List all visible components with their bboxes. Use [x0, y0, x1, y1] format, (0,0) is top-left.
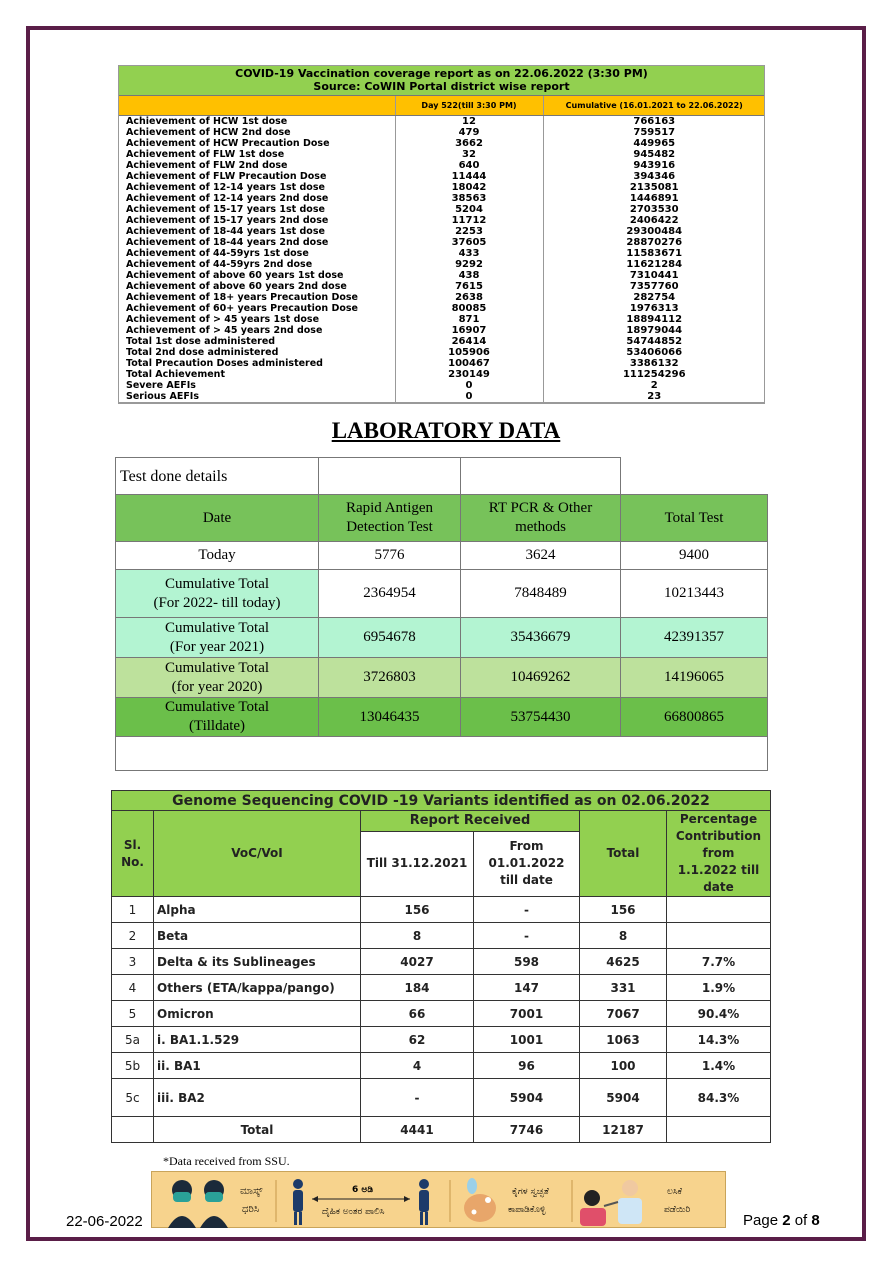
vaccination-table: [118, 65, 765, 403]
genome-from: 7001: [474, 1001, 580, 1027]
vaccination-day: 230149: [395, 369, 543, 380]
banner-vaccine-line1: ಲಸಿಕೆ: [667, 1187, 683, 1197]
vaccination-row: [118, 358, 765, 369]
lab-cell: 3624: [461, 542, 621, 570]
vaccination-day: 11444: [395, 171, 543, 182]
genome-voc: ii. BA1: [154, 1053, 361, 1079]
genome-voc: Alpha: [154, 897, 361, 923]
vaccination-row: [118, 237, 765, 248]
vaccination-label: Achievement of > 45 years 1st dose: [126, 314, 320, 325]
lab-head-date: Date: [116, 495, 319, 542]
vaccination-row: [118, 226, 765, 237]
lab-head-rapid: Rapid Antigen Detection Test: [319, 495, 461, 542]
genome-pct: 1.4%: [667, 1053, 771, 1079]
vaccination-row: [118, 270, 765, 281]
genome-from: -: [474, 897, 580, 923]
vaccination-label: Achievement of 15-17 years 2nd dose: [126, 215, 329, 226]
genome-sl: 5: [112, 1001, 154, 1027]
genome-from: 5904: [474, 1079, 580, 1117]
genome-pct: 84.3%: [667, 1079, 771, 1117]
vaccination-cumulative: 3386132: [543, 358, 765, 369]
genome-from: 598: [474, 949, 580, 975]
vaccination-label: Achievement of 12-14 years 2nd dose: [126, 193, 329, 204]
genome-from: 147: [474, 975, 580, 1001]
lab-cell: 14196065: [621, 658, 768, 698]
hand-wash-icon: [464, 1178, 496, 1222]
vaccination-cumulative: 11583671: [543, 248, 765, 259]
genome-sl: 5b: [112, 1053, 154, 1079]
lab-cell: 7848489: [461, 570, 621, 618]
lab-cell: 10469262: [461, 658, 621, 698]
vaccination-day: 100467: [395, 358, 543, 369]
vaccination-cumulative: 7310441: [543, 270, 765, 281]
genome-till: 62: [361, 1027, 474, 1053]
vaccination-day: 2253: [395, 226, 543, 237]
vaccination-label: Achievement of 44-59yrs 2nd dose: [126, 259, 313, 270]
genome-sl: 1: [112, 897, 154, 923]
vaccination-cumulative: 29300484: [543, 226, 765, 237]
vaccination-cumulative: 1446891: [543, 193, 765, 204]
lab-cell: 42391357: [621, 618, 768, 658]
vaccination-label: Achievement of 18-44 years 1st dose: [126, 226, 325, 237]
genome-total: 5904: [580, 1079, 667, 1117]
vaccination-label: Achievement of FLW 2nd dose: [126, 160, 288, 171]
genome-voc: Others (ETA/kappa/pango): [154, 975, 361, 1001]
vaccination-cumulative: 11621284: [543, 259, 765, 270]
vaccination-day: 7615: [395, 281, 543, 292]
vaccination-cumulative: 945482: [543, 149, 765, 160]
vaccination-row: [118, 325, 765, 336]
vaccination-cumulative: 766163: [543, 116, 765, 128]
vaccination-row: [118, 248, 765, 259]
lab-cell: Today: [116, 542, 319, 570]
genome-till: -: [361, 1079, 474, 1117]
lab-blank-row: [116, 737, 768, 771]
genome-voc: Omicron: [154, 1001, 361, 1027]
lab-head-rtpcr: RT PCR & Other methods: [461, 495, 621, 542]
vaccination-cumulative: 2135081: [543, 182, 765, 193]
genome-row: [112, 975, 771, 1001]
lab-heading: LABORATORY DATA: [331, 418, 561, 443]
vaccination-row: [118, 182, 765, 193]
vaccination-header-day: Day 522(till 3:30 PM): [395, 96, 543, 116]
vaccination-day: 0: [395, 380, 543, 391]
lab-blank-cell: [461, 458, 621, 495]
lab-cell: Cumulative Total (For 2022- till today): [116, 570, 319, 618]
genome-head-from: From 01.01.2022 till date: [474, 831, 580, 896]
vaccination-cumulative: 53406066: [543, 347, 765, 358]
vaccination-day: 26414: [395, 336, 543, 347]
genome-total-label: Total: [154, 1117, 361, 1143]
genome-row: [112, 1079, 771, 1117]
vaccination-label: Total 1st dose administered: [126, 336, 276, 347]
genome-pct: 90.4%: [667, 1001, 771, 1027]
vaccination-day: 80085: [395, 303, 543, 314]
vaccination-cumulative: 2406422: [543, 215, 765, 226]
genome-title: Genome Sequencing COVID -19 Variants identified as on 02.06.2022: [112, 791, 771, 811]
lab-row-cumall: [116, 698, 768, 737]
lab-cell: 5776: [319, 542, 461, 570]
genome-sl: 3: [112, 949, 154, 975]
vaccination-day: 2638: [395, 292, 543, 303]
vaccination-label: Achievement of 18-44 years 2nd dose: [126, 237, 329, 248]
genome-sl: 4: [112, 975, 154, 1001]
vaccination-label: Serious AEFIs: [118, 391, 395, 403]
genome-total-from: 7746: [474, 1117, 580, 1143]
vaccination-label: Total Achievement: [126, 369, 225, 380]
vaccination-day: 18042: [395, 182, 543, 193]
vaccination-row: [118, 380, 765, 391]
vaccination-label: Achievement of 15-17 years 1st dose: [126, 204, 325, 215]
lab-head-total: Total Test: [621, 495, 768, 542]
mask-people-icon: [168, 1180, 228, 1228]
vaccination-header-cumulative: Cumulative (16.01.2021 to 22.06.2022): [543, 96, 765, 116]
genome-from: 96: [474, 1053, 580, 1079]
vaccination-row: [118, 204, 765, 215]
genome-head-sl: Sl. No.: [112, 811, 154, 897]
vaccination-row: [118, 149, 765, 160]
lab-cell: 3726803: [319, 658, 461, 698]
genome-voc: Delta & its Sublineages: [154, 949, 361, 975]
vaccination-cumulative: 18979044: [543, 325, 765, 336]
genome-pct: 14.3%: [667, 1027, 771, 1053]
genome-from: -: [474, 923, 580, 949]
vaccination-label: Achievement of HCW 2nd dose: [126, 127, 291, 138]
genome-row: [112, 897, 771, 923]
vaccination-label: Achievement of 12-14 years 1st dose: [126, 182, 325, 193]
vaccination-row: [118, 215, 765, 226]
vaccination-day: 5204: [395, 204, 543, 215]
vaccination-day: 0: [395, 391, 543, 403]
vaccination-row: [118, 160, 765, 171]
vaccination-cumulative: 111254296: [543, 369, 765, 380]
genome-cell: [112, 1117, 154, 1143]
vaccination-cumulative: 1976313: [543, 303, 765, 314]
vaccination-row: [118, 292, 765, 303]
banner-distance-bottom: ದೈಹಿಕ ಅಂತರ ಪಾಲಿಸಿ: [322, 1207, 385, 1217]
vaccination-cumulative: 23: [543, 391, 765, 403]
genome-voc: iii. BA2: [154, 1079, 361, 1117]
genome-till: 66: [361, 1001, 474, 1027]
genome-pct: [667, 897, 771, 923]
vaccination-label: Achievement of above 60 years 2nd dose: [126, 281, 347, 292]
vaccination-label: Total 2nd dose administered: [126, 347, 279, 358]
vaccination-day: 3662: [395, 138, 543, 149]
genome-total: 156: [580, 897, 667, 923]
vaccination-row: [118, 347, 765, 358]
banner-graphic: [152, 1172, 727, 1229]
genome-sl: 5c: [112, 1079, 154, 1117]
vaccination-cumulative: 759517: [543, 127, 765, 138]
vaccination-day: 16907: [395, 325, 543, 336]
vaccination-day: 12: [395, 116, 543, 128]
vaccination-label: Achievement of HCW 1st dose: [126, 116, 288, 127]
lab-cell: Cumulative Total (for year 2020): [116, 658, 319, 698]
genome-total: 331: [580, 975, 667, 1001]
genome-till: 156: [361, 897, 474, 923]
vaccination-cumulative: 2703530: [543, 204, 765, 215]
lab-cell: Cumulative Total (Tilldate): [116, 698, 319, 737]
vaccination-row: [118, 259, 765, 270]
vaccination-cumulative: 7357760: [543, 281, 765, 292]
genome-row: [112, 1001, 771, 1027]
genome-row: [112, 1027, 771, 1053]
genome-till: 8: [361, 923, 474, 949]
genome-voc: Beta: [154, 923, 361, 949]
genome-total-row: [112, 1117, 771, 1143]
lab-row-cum2022: [116, 570, 768, 618]
vaccination-day: 433: [395, 248, 543, 259]
vaccination-rows: [118, 116, 765, 403]
lab-cell: 35436679: [461, 618, 621, 658]
genome-total: 7067: [580, 1001, 667, 1027]
genome-total: 4625: [580, 949, 667, 975]
genome-pct: [667, 923, 771, 949]
vaccination-day: 479: [395, 127, 543, 138]
genome-pct: 7.7%: [667, 949, 771, 975]
banner-hands-line2: ಕಾಪಾಡಿಕೊಳ್ಳಿ: [508, 1205, 546, 1215]
vaccination-day: 640: [395, 160, 543, 171]
vaccination-icon: [580, 1180, 642, 1226]
genome-rows: [112, 897, 771, 1117]
genome-till: 184: [361, 975, 474, 1001]
lab-row-today: [116, 542, 768, 570]
lab-row-cum2021: [116, 618, 768, 658]
vaccination-label: Achievement of FLW 1st dose: [126, 149, 285, 160]
vaccination-cumulative: 943916: [543, 160, 765, 171]
genome-total-all: 12187: [580, 1117, 667, 1143]
lab-cell: 66800865: [621, 698, 768, 737]
banner-mask-line1: ಮಾಸ್ಕ್: [240, 1186, 263, 1197]
banner-vaccine-line2: ಪಡೆಯಿರಿ: [664, 1205, 691, 1215]
footnote: *Data received from SSU.: [163, 1154, 290, 1168]
genome-sl: 2: [112, 923, 154, 949]
vaccination-day: 871: [395, 314, 543, 325]
vaccination-label: Severe AEFIs: [126, 380, 196, 391]
vaccination-label: Achievement of 44-59yrs 1st dose: [126, 248, 309, 259]
vaccination-row: [118, 193, 765, 204]
vaccination-row: [118, 116, 765, 128]
vaccination-row: [118, 171, 765, 182]
genome-sl: 5a: [112, 1027, 154, 1053]
lab-table: [115, 457, 768, 771]
vaccination-row: [118, 314, 765, 325]
genome-cell: [667, 1117, 771, 1143]
lab-cell: 9400: [621, 542, 768, 570]
vaccination-cumulative: 2: [543, 380, 765, 391]
vaccination-row: [118, 138, 765, 149]
vaccination-label: Achievement of > 45 years 2nd dose: [126, 325, 323, 336]
genome-row: [112, 949, 771, 975]
genome-pct: 1.9%: [667, 975, 771, 1001]
genome-total: 100: [580, 1053, 667, 1079]
vaccination-label: Achievement of 18+ years Precaution Dose: [126, 292, 358, 303]
lab-row-cum2020: [116, 658, 768, 698]
vaccination-row: [118, 127, 765, 138]
page-number: Page 2 of 8: [743, 1212, 820, 1229]
vaccination-label: Achievement of above 60 years 1st dose: [126, 270, 344, 281]
vaccination-cumulative: 28870276: [543, 237, 765, 248]
vaccination-row: [118, 281, 765, 292]
lab-cell: 2364954: [319, 570, 461, 618]
genome-head-percentage: Percentage Contribution from 1.1.2022 till date: [667, 811, 771, 897]
banner-hands-line1: ಕೈಗಳ ಸ್ವಚ್ಛತೆ: [512, 1187, 549, 1197]
vaccination-day: 11712: [395, 215, 543, 226]
vaccination-day: 38563: [395, 193, 543, 204]
vaccination-row: [118, 336, 765, 347]
vaccination-row: [118, 391, 765, 403]
genome-from: 1001: [474, 1027, 580, 1053]
lab-cell: 13046435: [319, 698, 461, 737]
banner-mask-line2: ಧರಿಸಿ: [242, 1204, 260, 1215]
vaccination-day: 32: [395, 149, 543, 160]
genome-head-report: Report Received: [361, 811, 580, 832]
genome-total: 8: [580, 923, 667, 949]
vaccination-header-blank: [118, 96, 395, 116]
banner-distance-top: 6 ಅಡಿ: [352, 1185, 373, 1195]
vaccination-cumulative: 449965: [543, 138, 765, 149]
vaccination-row: [118, 369, 765, 380]
vaccination-cumulative: 54744852: [543, 336, 765, 347]
covid-awareness-banner: [151, 1171, 726, 1228]
vaccination-title: [118, 65, 765, 96]
genome-head-voc: VoC/VoI: [154, 811, 361, 897]
vaccination-day: 438: [395, 270, 543, 281]
vaccination-title-line1: COVID-19 Vaccination coverage report as on 22.06.2022 (3:30 PM): [235, 67, 648, 80]
lab-cell: Cumulative Total (For year 2021): [116, 618, 319, 658]
vaccination-day: 9292: [395, 259, 543, 270]
genome-till: 4027: [361, 949, 474, 975]
vaccination-label: Achievement of FLW Precaution Dose: [126, 171, 327, 182]
vaccination-cumulative: 282754: [543, 292, 765, 303]
vaccination-cumulative: 394346: [543, 171, 765, 182]
lab-cell: 10213443: [621, 570, 768, 618]
vaccination-day: 105906: [395, 347, 543, 358]
genome-head-total: Total: [580, 811, 667, 897]
genome-total-till: 4441: [361, 1117, 474, 1143]
genome-voc: i. BA1.1.529: [154, 1027, 361, 1053]
lab-test-done-label: Test done details: [116, 458, 319, 495]
lab-blank-cell: [319, 458, 461, 495]
vaccination-source: Source: CoWIN Portal district wise report: [313, 80, 570, 93]
vaccination-label: Achievement of HCW Precaution Dose: [126, 138, 330, 149]
vaccination-cumulative: 18894112: [543, 314, 765, 325]
genome-total: 1063: [580, 1027, 667, 1053]
genome-head-till: Till 31.12.2021: [361, 831, 474, 896]
lab-cell: 53754430: [461, 698, 621, 737]
vaccination-label: Total Precaution Doses administered: [126, 358, 323, 369]
footer-date: 22-06-2022: [66, 1213, 143, 1230]
genome-row: [112, 1053, 771, 1079]
genome-row: [112, 923, 771, 949]
genome-till: 4: [361, 1053, 474, 1079]
vaccination-row: [118, 303, 765, 314]
genome-table: [111, 790, 771, 1143]
lab-blank-cell: [621, 458, 768, 495]
vaccination-day: 37605: [395, 237, 543, 248]
lab-cell: 6954678: [319, 618, 461, 658]
vaccination-label: Achievement of 60+ years Precaution Dose: [126, 303, 358, 314]
